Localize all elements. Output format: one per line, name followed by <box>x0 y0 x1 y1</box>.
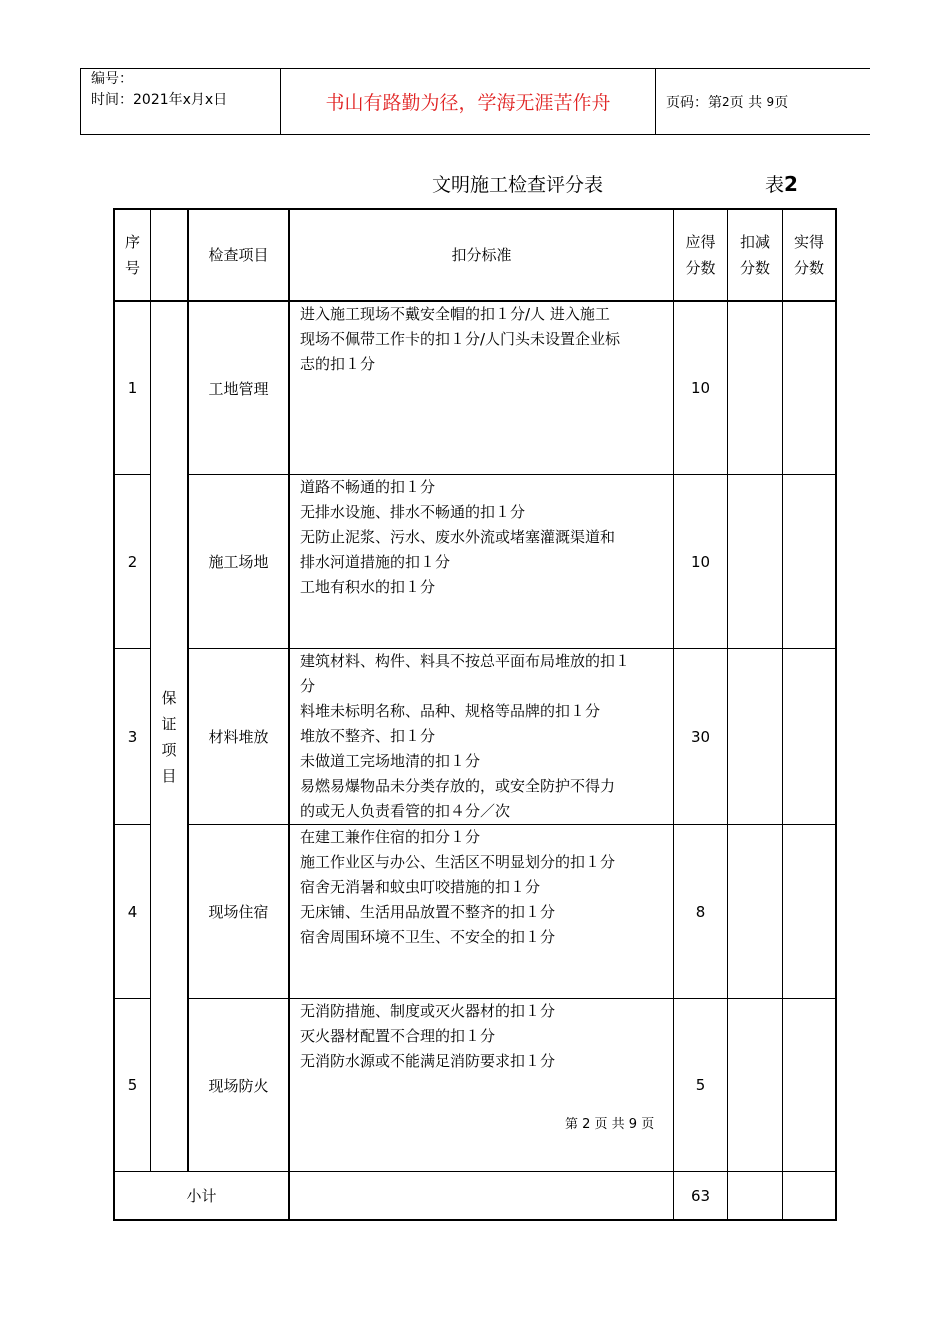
table-number-label <box>765 170 798 197</box>
row-item: 材料堆放 <box>208 728 269 746</box>
header-meta <box>81 69 281 134</box>
row-max-score: 5 <box>695 1076 706 1094</box>
row-item: 工地管理 <box>208 379 269 398</box>
col-header-criteria: 扣分标准 <box>451 245 512 264</box>
page-prefix: 页码：第 <box>666 94 722 111</box>
row-item: 现场防火 <box>208 1076 269 1095</box>
col-header-max-score: 应得 分数 <box>685 233 716 277</box>
row-max-score: 30 <box>690 727 711 746</box>
score-table <box>113 208 837 1221</box>
row-criteria: 道路不畅通的扣１分 无排水设施、排水不畅通的扣１分 无防止泥浆、污水、废水外流或堵塞灌溉渠道和 排水河道措施的扣１分 工地有积水的扣１分 <box>300 478 616 596</box>
page-footer: 第 2 页 共 9 页 <box>565 1117 655 1132</box>
row-seq: 1 <box>127 379 138 397</box>
header-motto: 书山有路勤为径，学海无涯苦作舟 <box>281 69 656 134</box>
page-total: 9 <box>766 94 775 109</box>
row-criteria: 建筑材料、构件、料具不按总平面布局堆放的扣１ 分 料堆未标明名称、品种、规格等品牌的扣１分 堆放不整齐、扣１分 未做道工完场地清的扣１分 易燃易爆物品未分类存放的，或安全防护不得力 的或无人负责看管的扣４分／次 <box>300 652 631 820</box>
col-header-seq: 序 号 <box>124 233 140 277</box>
col-header-actual-score: 实得 分数 <box>793 233 824 277</box>
group-label: 保 证 项 目 <box>161 688 177 785</box>
row-item: 施工场地 <box>208 553 269 571</box>
row-seq: 5 <box>127 1076 138 1094</box>
page-mid: 页 共 <box>729 94 763 111</box>
row-criteria: 进入施工现场不戴安全帽的扣１分/人 进入施工 现场不佩带工作卡的扣１分/人门头未设置企业标 志的扣１分 <box>300 305 621 373</box>
time-label: 时间：2021年x月x日 <box>91 92 228 108</box>
col-header-deduction: 扣减 分数 <box>739 233 770 277</box>
row-criteria: 无消防措施、制度或灭火器材的扣１分 灭火器材配置不合理的扣１分 无消防水源或不能满足消防要求扣１分 <box>300 1002 556 1070</box>
page-title: 文明施工检查评分表 <box>432 174 604 196</box>
col-header-item: 检查项目 <box>208 245 269 264</box>
row-seq: 4 <box>127 902 138 921</box>
row-max-score: 10 <box>690 379 711 397</box>
row-seq: 2 <box>127 552 138 571</box>
document-header <box>80 68 870 135</box>
table-label: 表 <box>765 174 785 196</box>
number-label: 编号： <box>91 71 133 87</box>
row-item: 现场住宿 <box>208 903 269 921</box>
row-max-score: 10 <box>690 552 711 571</box>
header-page-number <box>656 69 871 134</box>
table-number: 2 <box>784 172 798 196</box>
row-criteria: 在建工兼作住宿的扣分１分 施工作业区与办公、生活区不明显划分的扣１分 宿舍无消暑和蚊虫叮咬措施的扣１分 无床铺、生活用品放置不整齐的扣１分 宿舍周围环境不卫生、不安全的扣１分 <box>300 828 616 946</box>
subtotal-value: 63 <box>690 1186 711 1205</box>
row-seq: 3 <box>127 727 138 746</box>
row-max-score: 8 <box>695 902 706 921</box>
page-current: 2 <box>722 94 730 109</box>
subtotal-label: 小计 <box>186 1187 217 1205</box>
page-suffix: 页 <box>774 94 789 111</box>
